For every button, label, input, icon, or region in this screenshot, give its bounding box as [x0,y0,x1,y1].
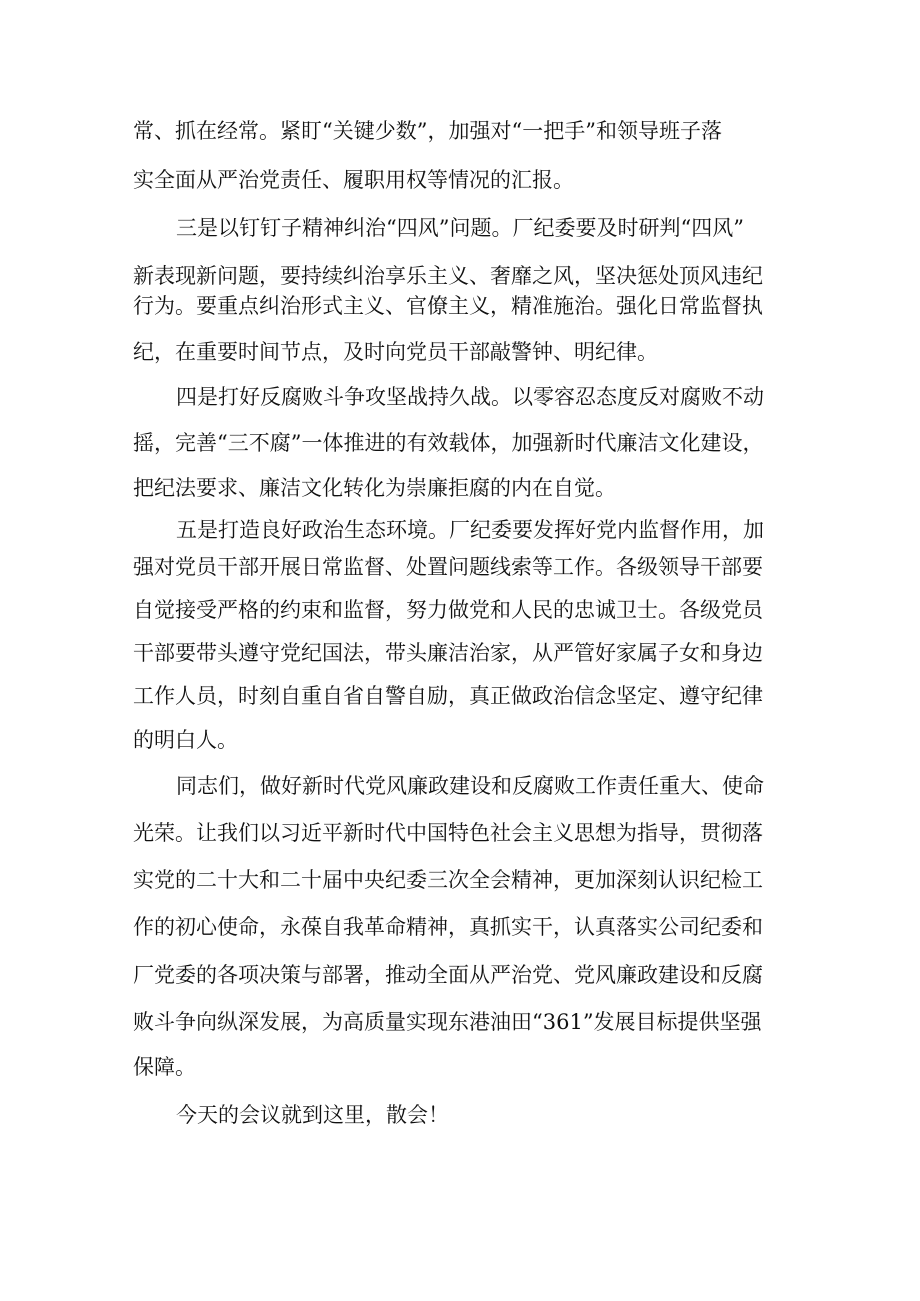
text-line-2: 实全面从严治党责任、履职用权等情况的汇报。 [133,168,574,192]
text-line-4: 新表现新问题，要持续纠治享乐主义、奢靡之风，坚决惩处顶风违纪 [133,264,763,288]
text-line-3: 三是以钉钉子精神纠治“四风”问题。厂纪委要及时研判“四风” [176,216,744,240]
text-line-9: 把纪法要求、廉洁文化转化为崇廉拒腐的内在自觉。 [133,476,616,500]
text-line-6: 纪，在重要时间节点，及时向党员干部敲警钟、明纪律。 [133,340,658,364]
text-line-20: 厂党委的各项决策与部署，推动全面从严治党、党风廉政建设和反腐 [133,963,763,987]
text-line-17: 光荣。让我们以习近平新时代中国特色社会主义思想为指导，贯彻落 [133,821,763,845]
text-line-8: 摇，完善“三不腐”一体推进的有效载体，加强新时代廉洁文化建设， [133,431,764,455]
text-line-22: 保障。 [133,1055,196,1079]
text-line-23: 今天的会议就到这里，散会！ [176,1103,449,1127]
text-line-18: 实党的二十大和二十届中央纪委三次全会精神，更加深刻认识纪检工 [133,868,763,892]
text-line-19: 作的初心使命，永葆自我革命精神，真抓实干，认真落实公司纪委和 [133,915,763,939]
text-line-10: 五是打造良好政治生态环境。厂纪委要发挥好党内监督作用，加 [176,518,764,542]
text-line-14: 工作人员，时刻自重自省自警自励，真正做政治信念坚定、遵守纪律 [133,684,763,708]
text-line-15: 的明白人。 [133,728,238,752]
text-line-16: 同志们，做好新时代党风廉政建设和反腐败工作责任重大、使命 [176,774,764,798]
text-line-11: 强对党员干部开展日常监督、处置问题线索等工作。各级领导干部要 [133,555,763,579]
text-line-12: 自觉接受严格的约束和监督，努力做党和人民的忠诚卫士。各级党员 [133,598,763,622]
text-line-21: 败斗争向纵深发展，为高质量实现东港油田“361”发展目标提供坚强 [133,1010,762,1034]
text-line-1: 常、抓在经常。紧盯“关键少数”，加强对“一把手”和领导班子落 [133,119,722,143]
text-line-13: 干部要带头遵守党纪国法，带头廉洁治家，从严管好家属子女和身边 [133,641,763,665]
text-line-7: 四是打好反腐败斗争攻坚战持久战。以零容忍态度反对腐败不动 [176,385,764,409]
text-line-5: 行为。要重点纠治形式主义、官僚主义，精准施治。强化日常监督执 [133,294,763,318]
